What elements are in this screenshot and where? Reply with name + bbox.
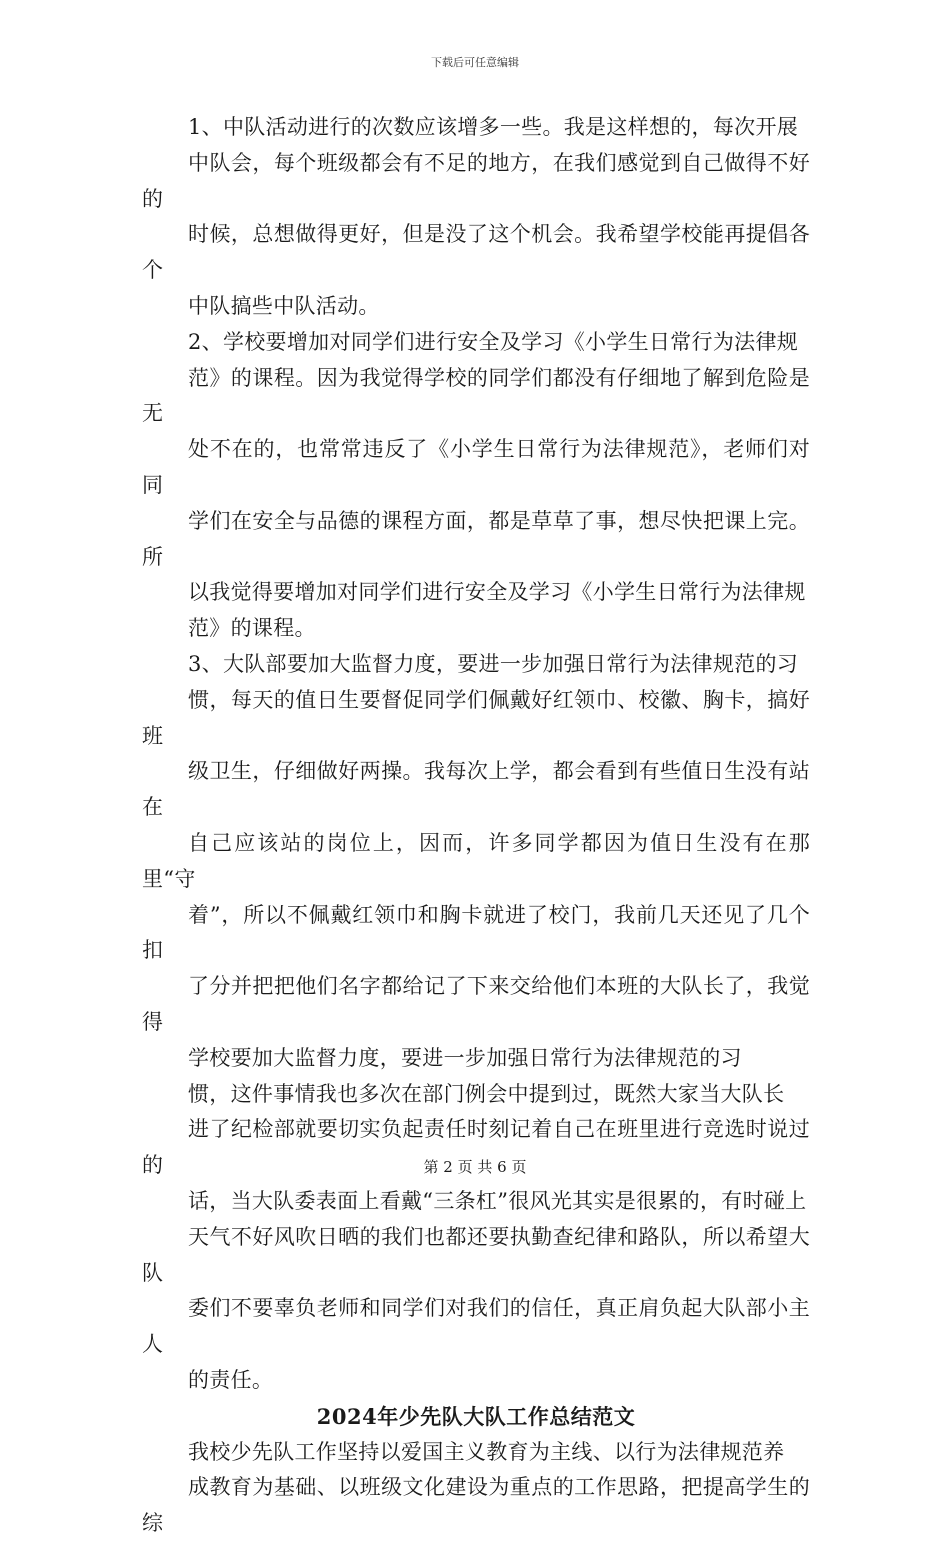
paragraph-line: 惯，每天的值日生要督促同学们佩戴好红领巾、校徽、胸卡，搞好班 <box>142 687 810 748</box>
paragraph-line: 处不在的，也常常违反了《小学生日常行为法律规范》，老师们对同 <box>142 437 810 497</box>
paragraph-line: 进了纪检部就要切实负起责任时刻记着自己在班里进行竞选时说过的 <box>142 1117 810 1178</box>
paragraph-line: 惯，这件事情我也多次在部门例会中提到过，既然大家当大队长 <box>188 1081 785 1106</box>
paragraph-line: 话，当大队委表面上看戴“三条杠”很风光其实是很累的，有时碰上 <box>188 1188 807 1213</box>
paragraph-line: 中队搞些中队活动。 <box>188 293 380 318</box>
paragraph-line: 级卫生，仔细做好两操。我每次上学，都会看到有些值日生没有站在 <box>142 759 810 820</box>
paragraph-line: 中队会，每个班级都会有不足的地方，在我们感觉到自己做得不好的 <box>142 150 810 211</box>
paragraph-line: 了分并把把他们名字都给记了下来交给他们本班的大队长了，我觉得 <box>142 974 810 1034</box>
paragraph-1 <box>142 110 810 325</box>
paragraph-line: 1、中队活动进行的次数应该增多一些。我是这样想的，每次开展 <box>188 115 799 139</box>
document-body <box>142 110 810 1542</box>
paragraph-line: 自己应该站的岗位上，因而，许多同学都因为值日生没有在那里“守 <box>142 830 810 891</box>
paragraph-line: 范》的课程。 <box>188 616 316 641</box>
paragraph-2 <box>142 325 810 647</box>
paragraph-line: 委们不要辜负老师和同学们对我们的信任，真正肩负起大队部小主人 <box>142 1296 810 1357</box>
paragraph-line: 我校少先队工作坚持以爱国主义教育为主线、以行为法律规范养 <box>188 1439 785 1464</box>
intro-paragraph <box>142 1435 810 1542</box>
paragraph-line: 以我觉得要增加对同学们进行安全及学习《小学生日常行为法律规 <box>188 580 806 605</box>
page-number: 第 2 页 共 6 页 <box>423 1158 527 1176</box>
paragraph-line: 范》的课程。因为我觉得学校的同学们都没有仔细地了解到危险是无 <box>142 365 810 426</box>
section-title: 2024年少先队大队工作总结范文 <box>316 1403 636 1429</box>
paragraph-line: 3、大队部要加大监督力度，要进一步加强日常行为法律规范的习 <box>188 651 799 676</box>
paragraph-line: 学校要加大监督力度，要进一步加强日常行为法律规范的习 <box>188 1045 742 1070</box>
paragraph-line: 着”，所以不佩戴红领巾和胸卡就进了校门，我前几天还见了几个扣 <box>142 902 810 963</box>
paragraph-line: 天气不好风吹日晒的我们也都还要执勤查纪律和路队，所以希望大队 <box>142 1224 810 1285</box>
paragraph-4 <box>142 1077 810 1399</box>
paragraph-3 <box>142 647 810 1077</box>
paragraph-line: 学们在安全与品德的课程方面，都是草草了事，想尽快把课上完。所 <box>142 508 810 569</box>
page-header-note: 下载后可任意编辑 <box>431 56 519 69</box>
paragraph-line: 的责任。 <box>188 1367 274 1392</box>
paragraph-line: 2、学校要增加对同学们进行安全及学习《小学生日常行为法律规 <box>188 329 799 354</box>
paragraph-line: 时候，总想做得更好，但是没了这个机会。我希望学校能再提倡各个 <box>142 222 810 283</box>
paragraph-line: 成教育为基础、以班级文化建设为重点的工作思路，把提高学生的综 <box>142 1475 810 1536</box>
